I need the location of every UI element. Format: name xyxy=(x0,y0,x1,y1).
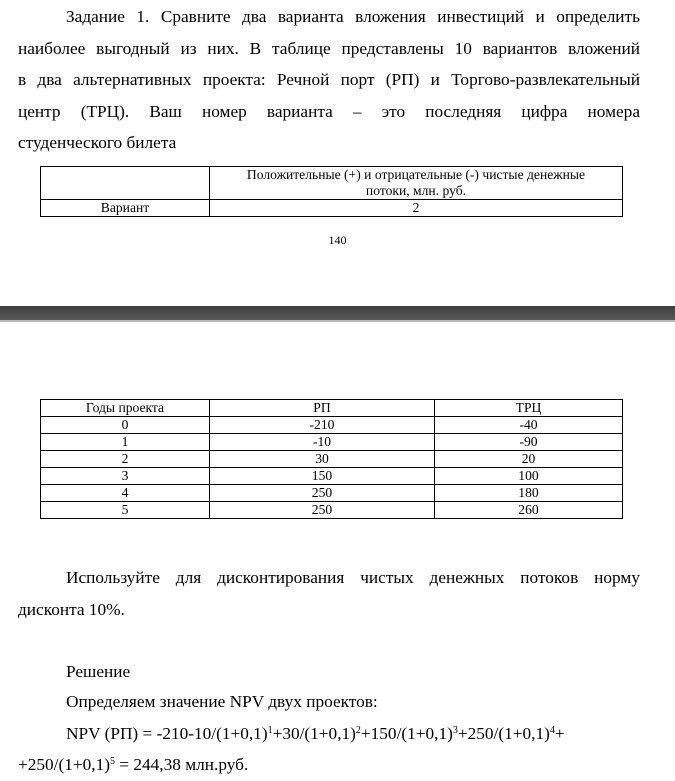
column-header: ТРЦ xyxy=(435,400,623,417)
table-row xyxy=(41,451,623,468)
solution-intro: Определяем значение NPV двух проектов: xyxy=(66,692,378,711)
exponent: 1 xyxy=(267,725,273,736)
table-row xyxy=(41,468,623,485)
table-row xyxy=(41,417,623,434)
table-cell: -210 xyxy=(210,417,435,434)
table-row xyxy=(41,502,623,519)
cash-flow-table xyxy=(40,399,623,519)
table-cell: 250 xyxy=(210,502,435,519)
table-header-row xyxy=(41,400,623,417)
formula-part: +30/(1+0,1) xyxy=(272,724,356,743)
column-header: Годы проекта xyxy=(41,400,210,417)
solution-heading: Решение xyxy=(66,662,131,681)
formula-part: NPV (РП) = -210-10/(1+0,1) xyxy=(66,724,268,743)
table-cell: 1 xyxy=(41,434,210,451)
note-line: дисконта 10%. xyxy=(18,599,125,619)
task-line: центр (ТРЦ). Ваш номер варианта – это последняя цифра номера xyxy=(18,101,640,121)
table-cell: 100 xyxy=(435,468,623,485)
formula-part: +250/(1+0,1) xyxy=(18,755,110,774)
note-line: Используйте для дисконтирования чистых денежных потоков норму xyxy=(66,568,640,587)
page-top xyxy=(0,0,675,306)
variant-table xyxy=(40,166,623,217)
formula-part: + xyxy=(554,724,565,743)
exponent: 5 xyxy=(109,756,115,767)
discount-note xyxy=(18,562,640,625)
page-break-edge xyxy=(0,320,675,322)
table-cell: 2 xyxy=(41,451,210,468)
task-line: Задание 1. Сравните два варианта вложения инвестиций и определить xyxy=(66,7,640,26)
formula-part: +250/(1+0,1) xyxy=(457,724,550,743)
task-line: в два альтернативных проекта: Речной порт (РП) и Торгово-развлекательный xyxy=(18,70,640,89)
table-cell: Вариант xyxy=(41,200,210,217)
table-row xyxy=(41,434,623,451)
task-paragraph xyxy=(18,1,640,159)
column-header: РП xyxy=(210,400,435,417)
header-line: Положительные (+) и отрицательные (-) чистые денежные xyxy=(246,167,586,182)
exponent: 2 xyxy=(355,725,361,736)
table-cell: 250 xyxy=(210,485,435,502)
header-line: потоки, млн. руб. xyxy=(365,183,467,198)
table-row xyxy=(41,485,623,502)
table-row xyxy=(41,167,623,200)
table-cell: 260 xyxy=(435,502,623,519)
table-cell: 30 xyxy=(210,451,435,468)
table-cell xyxy=(210,167,623,200)
table-cell: 20 xyxy=(435,451,623,468)
page-break xyxy=(0,306,675,320)
formula-result: = 244,38 млн.руб. xyxy=(114,755,249,774)
table-cell: 150 xyxy=(210,468,435,485)
task-line: студенческого билета xyxy=(18,133,177,152)
table-cell: -10 xyxy=(210,434,435,451)
table-cell: 3 xyxy=(41,468,210,485)
table-cell: 5 xyxy=(41,502,210,519)
table-cell: 2 xyxy=(210,200,623,217)
npv-formula-line-2 xyxy=(18,749,248,781)
table-cell: 4 xyxy=(41,485,210,502)
table-row xyxy=(41,200,623,217)
table-cell: -90 xyxy=(435,434,623,451)
table-cell: 0 xyxy=(41,417,210,434)
table-cell xyxy=(41,167,210,200)
task-line: наиболее выгодный из них. В таблице представлены 10 вариантов вложений xyxy=(18,38,640,58)
exponent: 3 xyxy=(452,725,458,736)
table-cell: 180 xyxy=(435,485,623,502)
table-cell: -40 xyxy=(435,417,623,434)
exponent: 4 xyxy=(549,725,555,736)
npv-formula-line-1 xyxy=(66,718,565,750)
page-number: 140 xyxy=(328,233,347,247)
formula-part: +150/(1+0,1) xyxy=(360,724,453,743)
